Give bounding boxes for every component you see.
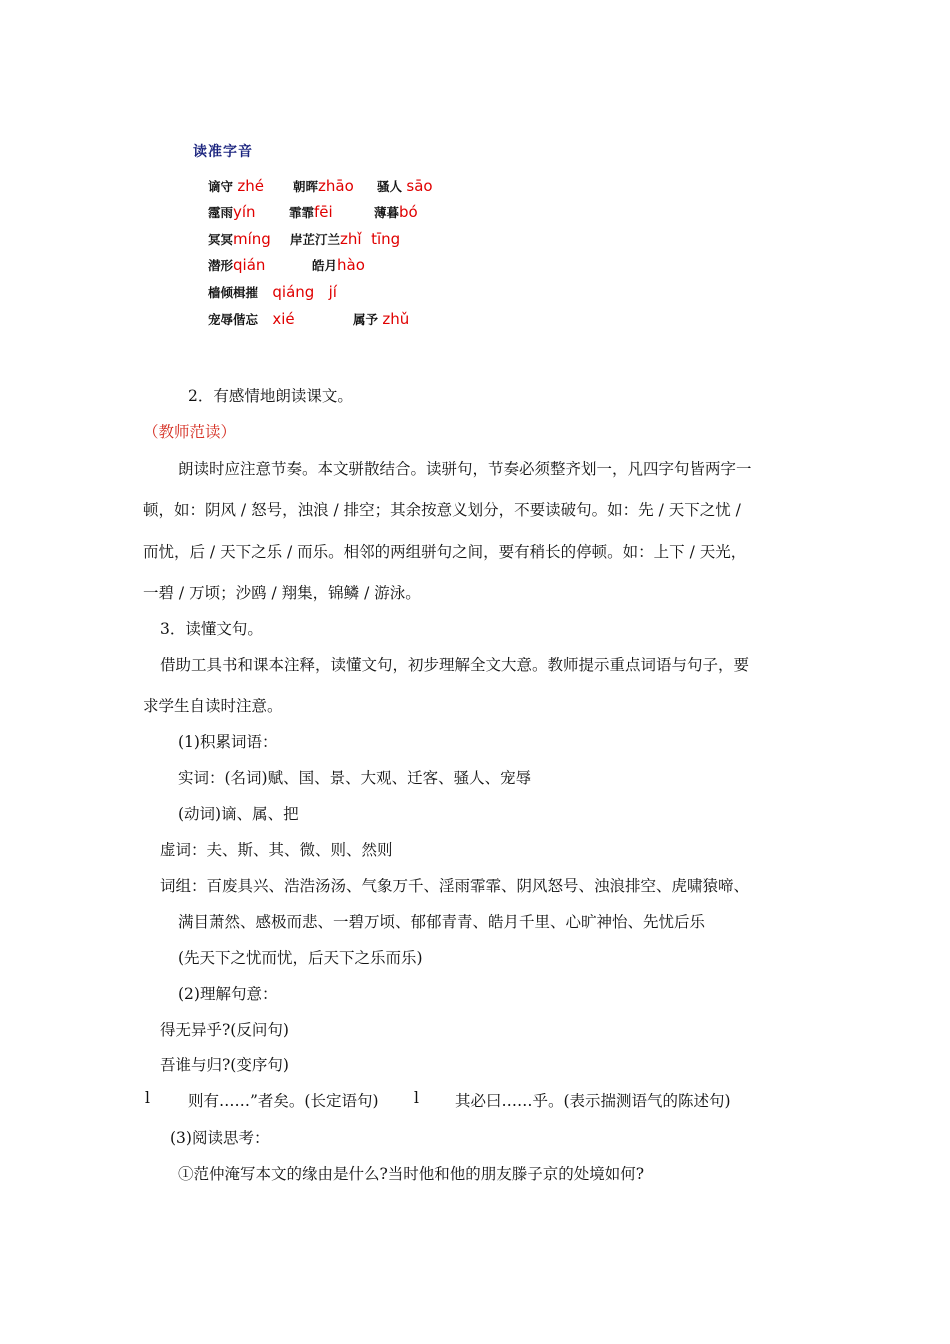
pinyin: zhé: [237, 177, 264, 195]
paragraph-line: 而忧，后 / 天下之乐 / 而乐。相邻的两组骈句之间，要有稍长的停顿。如：上下 / 天光，: [143, 543, 747, 561]
pinyin-row: [374, 203, 418, 221]
word: 骚人: [377, 179, 403, 194]
pinyin-row: [377, 177, 433, 195]
pinyin: qián: [233, 256, 266, 274]
pinyin: sāo: [406, 177, 433, 195]
pinyin: qiáng jí: [272, 283, 337, 301]
subheading: (2)理解句意：: [178, 985, 278, 1003]
pinyin-row: [289, 203, 333, 221]
pinyin-row: [208, 177, 264, 195]
word: 谪守: [208, 179, 234, 194]
vocab-line: (动词)谪、属、把: [178, 805, 299, 823]
pinyin-row: [312, 256, 365, 274]
pinyin: hào: [337, 256, 365, 274]
pinyin-section-title: 读准字音: [193, 144, 253, 160]
pinyin-row: [208, 256, 265, 274]
paragraph-line: 借助工具书和课本注释，读懂文句，初步理解全文大意。教师提示重点词语与句子，要: [160, 656, 750, 674]
word: 属予: [353, 312, 379, 327]
word: 宠辱偕忘: [208, 312, 259, 327]
word: 薄暮: [374, 205, 400, 220]
word: 岸芷汀兰: [290, 232, 341, 247]
pinyin: xié: [272, 310, 295, 328]
word: 冥冥: [208, 232, 234, 247]
pinyin-row: [290, 230, 400, 248]
word: 霪雨: [208, 205, 234, 220]
vocab-line: 虚词：夫、斯、其、微、则、然则: [160, 841, 393, 859]
vocab-line: 词组：百废具兴、浩浩汤汤、气象万千、淫雨霏霏、阴风怒号、浊浪排空、虎啸猿啼、: [160, 877, 750, 895]
sentence-line: 则有……”者矣。(长定语句): [188, 1092, 379, 1110]
pinyin: míng: [233, 230, 271, 248]
teacher-note: （教师范读）: [143, 423, 237, 441]
word: 霏霏: [289, 205, 315, 220]
word: 潜形: [208, 258, 234, 273]
pinyin-row: [208, 230, 271, 248]
paragraph-line: 一碧 / 万顷；沙鸥 / 翔集，锦鳞 / 游泳。: [143, 584, 421, 602]
pinyin-row: [208, 283, 337, 301]
item-3: 3．读懂文句。: [160, 620, 263, 638]
pinyin-row: [353, 310, 409, 328]
vocab-line: 满目萧然、感极而悲、一碧万顷、郁郁青青、皓月千里、心旷神怡、先忧后乐: [178, 913, 706, 931]
pinyin-row: [293, 177, 354, 195]
paragraph-line: 朗读时应注意节奏。本文骈散结合。读骈句，节奏必须整齐划一，凡四字句皆两字一: [178, 460, 752, 478]
word: 樯倾楫摧: [208, 285, 259, 300]
pinyin-row: [208, 310, 295, 328]
paragraph-line: 求学生自读时注意。: [143, 697, 283, 715]
pinyin-row: [208, 203, 256, 221]
sentence-line: 其必曰……乎。(表示揣测语气的陈述句): [455, 1092, 731, 1110]
pinyin: yín: [233, 203, 256, 221]
word: 朝晖: [293, 179, 319, 194]
vocab-line: 实词：(名词)赋、国、景、大观、迁客、骚人、宠辱: [178, 769, 532, 787]
pinyin: zhāo: [318, 177, 354, 195]
sentence-line: 得无异乎?(反问句): [160, 1021, 289, 1039]
pinyin: zhǐ tīng: [340, 230, 401, 248]
subheading: (3)阅读思考：: [170, 1129, 270, 1147]
word: 皓月: [312, 258, 338, 273]
pinyin: bó: [399, 203, 418, 221]
list-marker: l: [145, 1089, 150, 1107]
pinyin: zhǔ: [382, 310, 410, 328]
subheading: (1)积累词语：: [178, 733, 278, 751]
sentence-line: 吾谁与归?(变序句): [160, 1056, 289, 1074]
pinyin: fēi: [314, 203, 333, 221]
list-marker: l: [414, 1089, 419, 1107]
paragraph-line: 顿，如：阴风 / 怒号，浊浪 / 排空；其余按意义划分，不要读破句。如：先 / 天下之忧 /: [143, 501, 741, 519]
question-line: ①范仲淹写本文的缘由是什么?当时他和他的朋友滕子京的处境如何?: [178, 1165, 645, 1183]
item-2: 2．有感情地朗读课文。: [188, 387, 353, 405]
vocab-line: (先天下之忧而忧，后天下之乐而乐): [178, 949, 423, 967]
